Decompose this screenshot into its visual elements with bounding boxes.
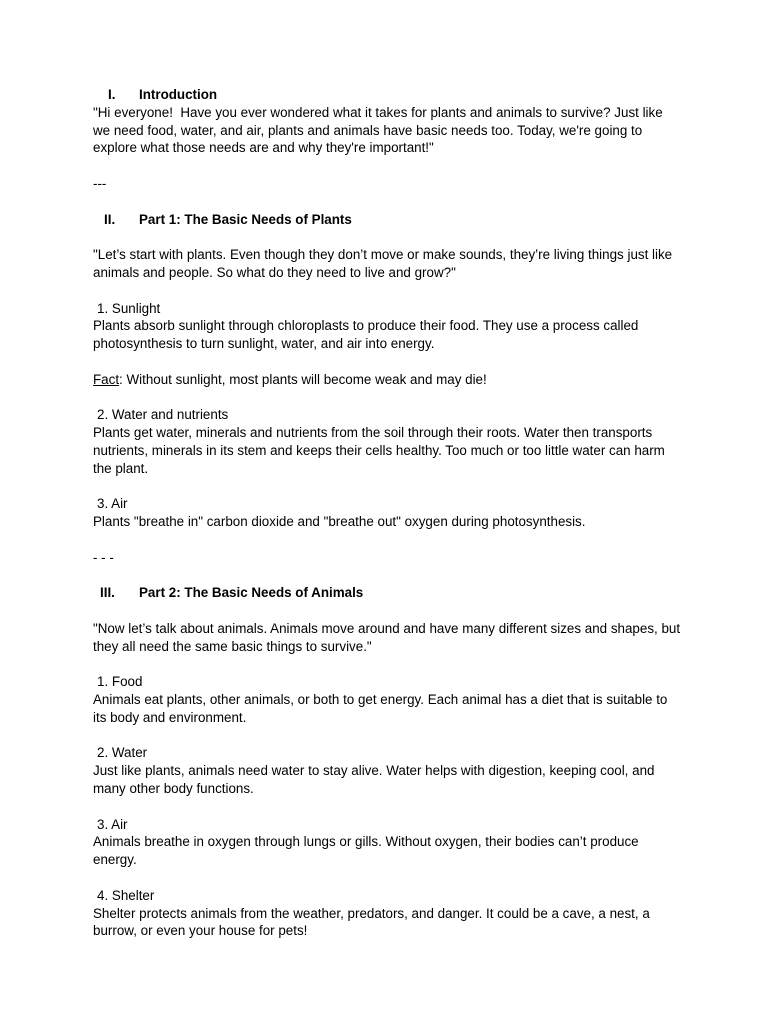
fact-label: Fact	[93, 371, 120, 387]
section-number: III.	[100, 585, 115, 601]
section-heading-plants	[93, 211, 683, 229]
list-item-text: Plants absorb sunlight through chloroplasts to produce their food. They use a process called photosynthesis to turn sunlight, water, and air into energy.	[93, 318, 643, 352]
plants-intro-paragraph: "Let’s start with plants. Even though they don’t move or make sounds, they’re living things just like animals and people. So what do they need to live and grow?"	[93, 247, 676, 280]
list-item-title: 1. Food	[97, 674, 143, 690]
section-number: II.	[104, 211, 116, 227]
list-item-text: Animals breathe in oxygen through lungs or gills. Without oxygen, their bodies can’t produce energy.	[93, 834, 643, 868]
list-item-title: 2. Water and nutrients	[97, 407, 229, 423]
list-item-text: Just like plants, animals need water to stay alive. Water helps with digestion, keeping cool, and many other body functions.	[93, 763, 659, 797]
section-title: Introduction	[139, 87, 218, 102]
section-number: I.	[108, 87, 116, 102]
list-item-text: Plants "breathe in" carbon dioxide and "breathe out" oxygen during photosynthesis.	[93, 514, 586, 530]
section-title: Part 1: The Basic Needs of Plants	[139, 211, 352, 227]
separator: - - -	[93, 549, 114, 565]
section-heading-introduction	[93, 86, 683, 104]
list-item-title: 2. Water	[97, 745, 148, 761]
list-item-title: 4. Shelter	[97, 887, 155, 903]
separator: ---	[93, 175, 107, 191]
section-heading-animals	[93, 584, 683, 602]
section-title: Part 2: The Basic Needs of Animals	[139, 585, 364, 601]
list-item-text: Plants get water, minerals and nutrients from the soil through their roots. Water then transports nutrients, minerals in its stem and keeps their cells healthy. Too much or too little water can harm the plant.	[93, 425, 669, 476]
document-page	[93, 86, 683, 940]
list-item-text: Shelter protects animals from the weather, predators, and danger. It could be a cave, a nest, a burrow, or even your house for pets!	[93, 905, 654, 939]
fact-line	[93, 371, 683, 389]
list-item-text: Animals eat plants, other animals, or both to get energy. Each animal has a diet that is suitable to its body and environment.	[93, 692, 672, 725]
list-item-title: 3. Air	[97, 816, 128, 832]
fact-text: : Without sunlight, most plants will become weak and may die!	[119, 371, 487, 387]
animals-intro-paragraph: "Now let’s talk about animals. Animals move around and have many different sizes and shapes, but they all need the same basic things to survive."	[93, 620, 684, 654]
list-item-title: 1. Sunlight	[97, 300, 161, 316]
introduction-paragraph: "Hi everyone! Have you ever wondered what it takes for plants and animals to survive? Just like we need food, water, and air, plants and animals have basic needs too. Today, we're going to explore what those needs are and why they're important!"	[93, 104, 667, 156]
list-item-title: 3. Air	[97, 496, 128, 512]
